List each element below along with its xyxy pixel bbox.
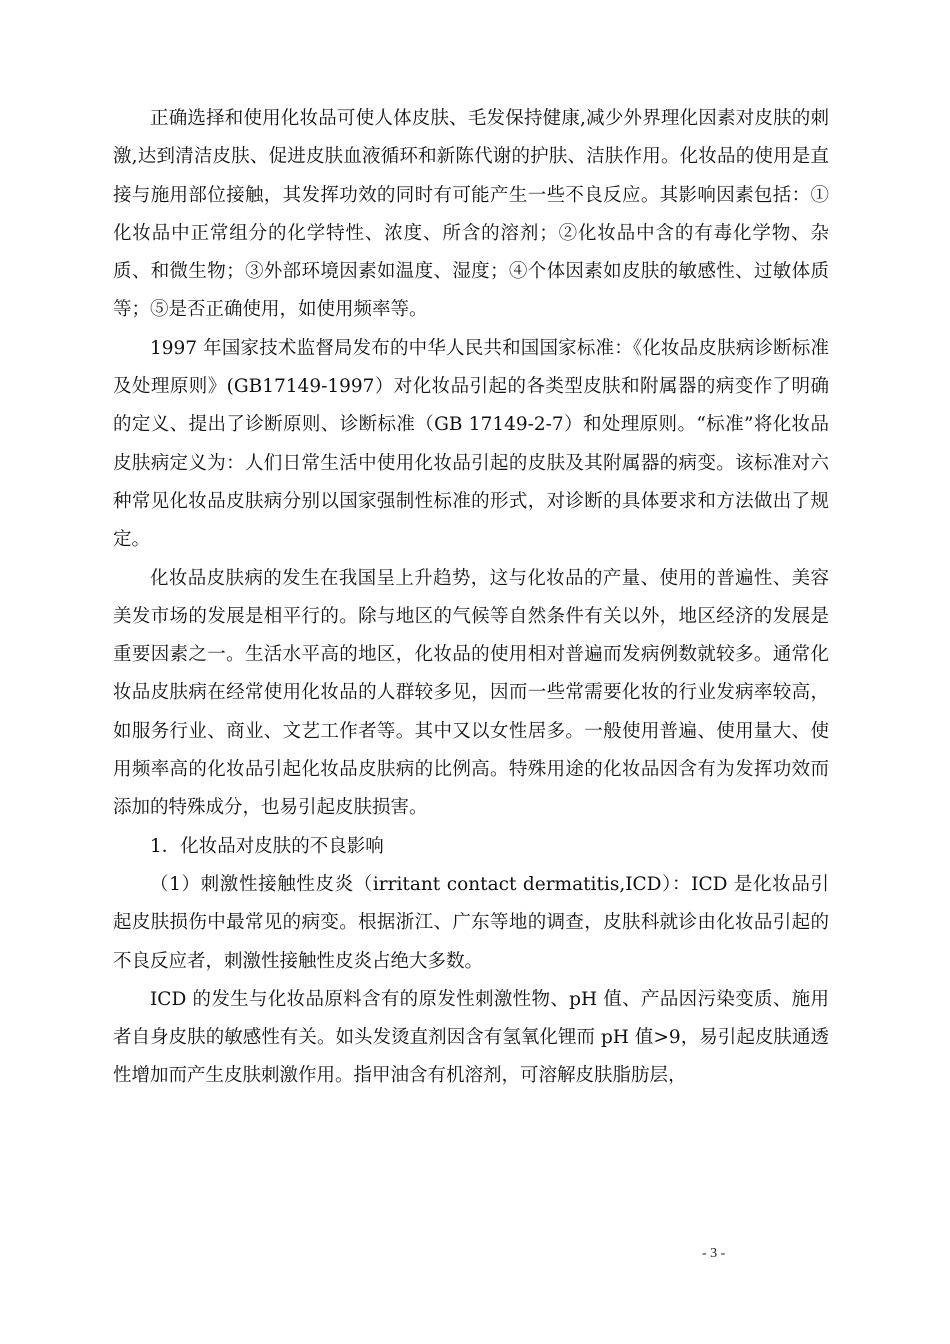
page-number: - 3 - bbox=[702, 1246, 726, 1261]
document-body bbox=[113, 100, 829, 1096]
paragraph-icd-causes: ICD 的发生与化妆品原料含有的原发性刺激性物、pH 值、产品因污染变质、施用者自身皮肤的敏感性有关。如头发烫直剂因含有氢氧化锂而 pH 值>9，易引起皮肤通透性增加而产生皮肤刺激作用。指甲油含有机溶剂，可溶解皮肤脂肪层， bbox=[113, 988, 829, 1087]
paragraph-national-standard: 1997 年国家技术监督局发布的中华人民共和国国家标准：《化妆品皮肤病诊断标准及处理原则》(GB17149-1997）对化妆品引起的各类型皮肤和附属器的病变作了明确的定义、提出了诊断原则、诊断标准（GB 17149-2-7）和处理原则。“标准”将化妆品皮肤病定义为：人们日常生活中使用化妆品引起的皮肤及其附属器的病变。该标准对六种常见化妆品皮肤病分别以国家强制性标准的形式，对诊断的具体要求和方法做出了规定。 bbox=[113, 337, 829, 551]
paragraph-irritant-dermatitis: （1）刺激性接触性皮炎（irritant contact dermatitis,ICD）：ICD 是化妆品引起皮肤损伤中最常见的病变。根据浙江、广东等地的调查，皮肤科就诊由化妆品引起的不良反应者，刺激性接触性皮炎占绝大多数。 bbox=[113, 873, 829, 972]
paragraph-cosmetics-effects: 正确选择和使用化妆品可使人体皮肤、毛发保持健康,减少外界理化因素对皮肤的刺激,达到清洁皮肤、促进皮肤血液循环和新陈代谢的护肤、洁肤作用。化妆品的使用是直接与施用部位接触，其发挥功效的同时有可能产生一些不良反应。其影响因素包括：①化妆品中正常组分的化学特性、浓度、所含的溶剂；②化妆品中含的有毒化学物、杂质、和微生物；③外部环境因素如温度、湿度；④个体因素如皮肤的敏感性、过敏体质等；⑤是否正确使用，如使用频率等。 bbox=[113, 108, 829, 321]
paragraph-incidence-trend: 化妆品皮肤病的发生在我国呈上升趋势，这与化妆品的产量、使用的普遍性、美容美发市场的发展是相平行的。除与地区的气候等自然条件有关以外，地区经济的发展是重要因素之一。生活水平高的地区，化妆品的使用相对普遍而发病例数就较多。通常化妆品皮肤病在经常使用化妆品的人群较多见，因而一些常需要化妆的行业发病率较高，如服务行业、商业、文艺工作者等。其中又以女性居多。一般使用普遍、使用量大、使用频率高的化妆品引起化妆品皮肤病的比例高。特殊用途的化妆品因含有为发挥功效而添加的特殊成分，也易引起皮肤损害。 bbox=[113, 567, 829, 819]
section-heading: 1．化妆品对皮肤的不良影响 bbox=[150, 835, 384, 857]
